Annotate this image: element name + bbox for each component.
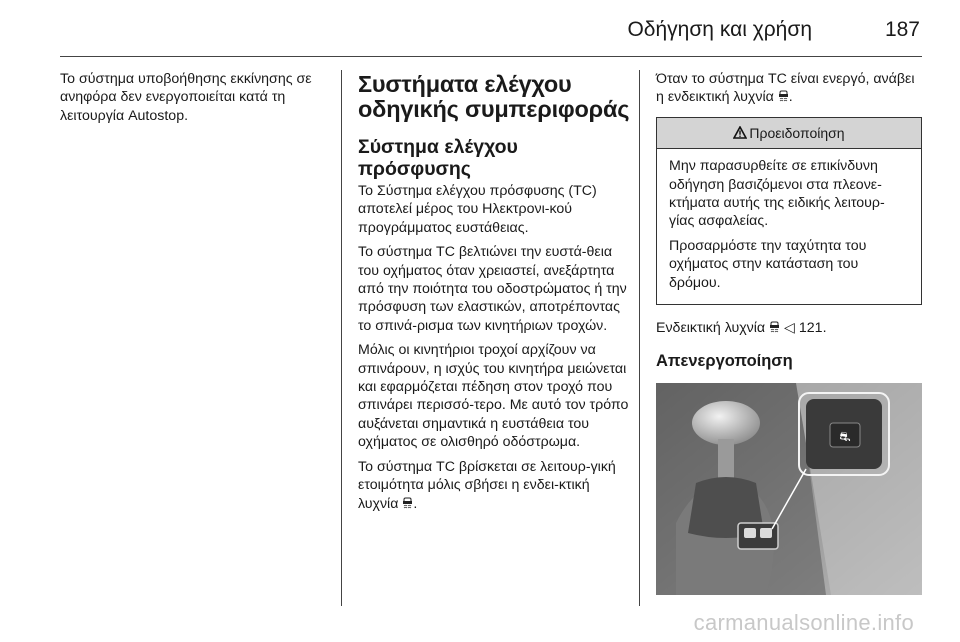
paragraph: Το Σύστημα ελέγχου πρόσφυσης (TC) αποτελεί μέρος του Ηλεκτρονι-κού προγράμματος ευστάθειας. <box>358 183 597 236</box>
warning-body <box>657 149 921 304</box>
header-title: Οδήγηση και χρήση <box>627 18 812 41</box>
header-divider <box>60 56 922 57</box>
section-heading: Απενεργοποίηση <box>656 352 793 371</box>
traction-control-icon <box>778 90 789 102</box>
warning-header <box>657 118 921 149</box>
reference-text: Ενδεικτική λυχνία <box>656 320 766 337</box>
paragraph <box>358 458 630 513</box>
column-divider <box>341 70 342 606</box>
column-1 <box>60 70 332 131</box>
column-3 <box>656 70 922 595</box>
warning-title: Προειδοποίηση <box>749 124 845 141</box>
traction-control-icon <box>769 321 780 333</box>
page-reference: 121. <box>798 320 827 337</box>
cross-reference <box>656 319 922 337</box>
paragraph-end: . <box>788 89 793 106</box>
console-photo <box>656 383 922 595</box>
column-divider <box>639 70 640 606</box>
traction-control-icon <box>402 497 413 509</box>
paragraph-text: Το σύστημα TC βρίσκεται σε λειτουρ-γική ετοιμότητα μόλις σβήσει η ενδει-κτική λυχνία <box>358 458 616 512</box>
subsection-title: Σύστημα ελέγχου πρόσφυσης <box>358 136 518 180</box>
paragraph-text: Όταν το σύστημα TC είναι ενεργό, ανάβει η ενδεικτική λυχνία <box>656 71 915 106</box>
paragraph: Το σύστημα TC βελτιώνει την ευστά-θεια του οχήματος όταν χρειαστεί, ανεξάρτητα από την ποιότητα του οδοστρώματος ή την πρόσφυση των ελαστικών, αποτρέποντας το σπινά-ρισμα των κινητήριων τροχών. <box>358 244 627 334</box>
warning-paragraph: Μην παρασυρθείτε σε επικίνδυνη οδήγηση βασιζόμενοι στα πλεονε-κτήματα αυτής της ειδικής λειτουρ-γίας ασφαλείας. <box>669 158 885 230</box>
page-reference-arrow: ◁ <box>784 320 795 337</box>
watermark: carmanualsonline.info <box>693 610 914 635</box>
warning-box <box>656 117 922 305</box>
section-title: Συστήματα ελέγχου οδηγικής συμπεριφοράς <box>358 71 630 122</box>
warning-triangle-icon <box>733 126 747 139</box>
page-number: 187 <box>884 18 920 41</box>
paragraph: Μόλις οι κινητήριοι τροχοί αρχίζουν να σπινάρουν, η ισχύς του κινητήρα μειώνεται και εφαρμόζεται πέδηση στον τροχό που σπινάρει περισσό-τερο. Με αυτό τον τρόπο αυξάνεται σημαντικά η ευστάθεια του οχήματος σε ολισθηρό οδόστρωμα. <box>358 342 629 451</box>
paragraph-end: . <box>413 495 418 512</box>
paragraph: Το σύστημα υποβοήθησης εκκίνησης σε ανηφόρα δεν ενεργοποιείται κατά τη λειτουργία Autostop. <box>60 71 312 124</box>
paragraph <box>656 70 922 107</box>
warning-paragraph: Προσαρμόστε την ταχύτητα του οχήματος στην κατάσταση του δρόμου. <box>669 237 867 291</box>
svg-text:⛐: ⛐ <box>839 430 851 446</box>
gear-console-illustration <box>656 383 922 595</box>
column-2 <box>358 70 630 519</box>
